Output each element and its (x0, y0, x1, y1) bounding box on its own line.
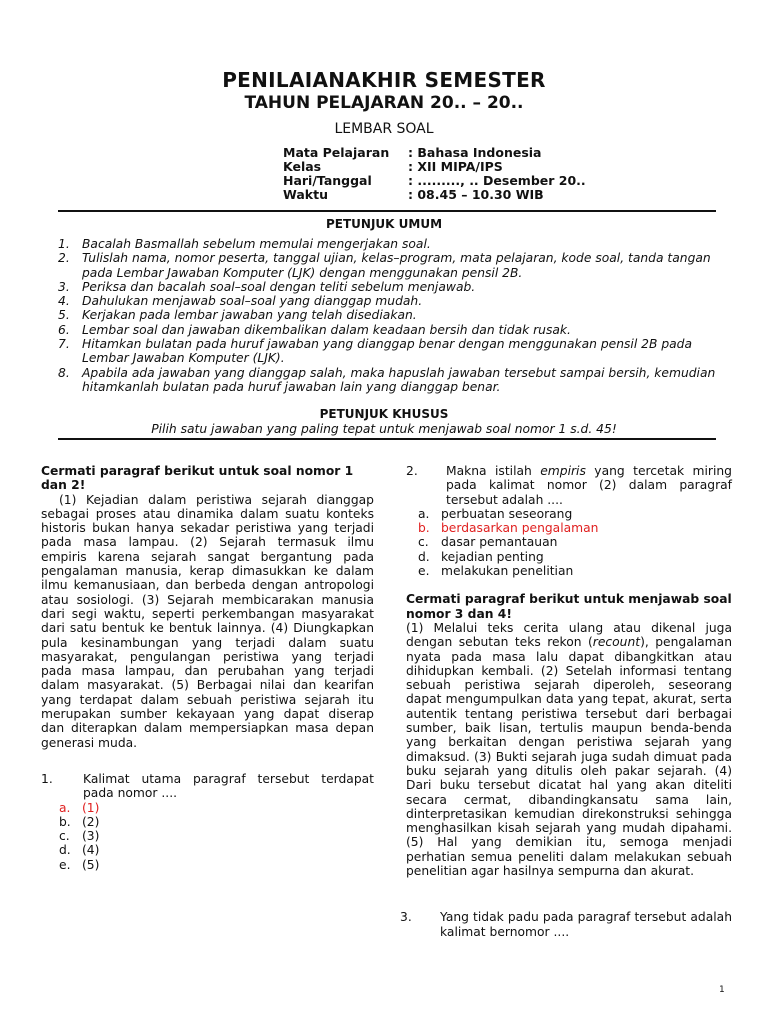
question-text: Yang tidak padu pada paragraf tersebut adalah kalimat bernomor .... (440, 910, 732, 939)
meta-row-subject (283, 146, 586, 160)
option-e: e. melakukan penelitian (418, 564, 574, 579)
question-text: Makna istilah empiris yang tercetak miring pada kalimat nomor (2) dalam paragraf tersebut adalah .... (446, 464, 732, 507)
option-a: a. perbuatan seseorang (418, 506, 573, 521)
meta-value: : Bahasa Indonesia (408, 145, 542, 160)
option-c: c. (3) (59, 829, 100, 844)
passage-intro: Cermati paragraf berikut untuk menjawab soal nomor 3 dan 4! (406, 592, 732, 621)
list-item: 3. Periksa dan bacalah soal–soal dengan teliti sebelum menjawab. (58, 279, 476, 294)
list-item: 2. Tulislah nama, nomor peserta, tanggal ujian, kelas–program, mata pelajaran, kode soal, tanda tangan pada Lembar Jawaban Komputer (LJK) dengan menggunakan pensil 2B. (58, 251, 711, 280)
question-number: 3. (400, 910, 412, 925)
meta-row-time (283, 188, 586, 202)
meta-value: : ........., .. Desember 20.. (408, 173, 586, 188)
academic-year: TAHUN PELAJARAN 20.. – 20.. (244, 93, 524, 113)
option-d: d. kejadian penting (418, 549, 544, 564)
list-item: 5. Kerjakan pada lembar jawaban yang telah disediakan. (58, 308, 417, 323)
general-instructions-heading: PETUNJUK UMUM (325, 217, 443, 231)
sheet-title: LEMBAR SOAL (334, 121, 434, 137)
question-2 (406, 464, 732, 507)
page-number: 1 (719, 985, 725, 995)
passage-text: (1) Melalui teks cerita ulang atau dikenal juga dengan sebutan teks rekon (recount), pengalaman nyata pada masa lalu dapat dibangkitkan atau dihidupkan kembali. (2) Setelah informasi tentang sebuah peristiwa sejarah diperoleh, seseorang dapat mengumpulkan data yang tepat, akurat, serta autentik tentang peristiwa tersebut dari berbagai sumber, baik lisan, tertulis maupun benda-benda yang berkaitan dengan peristiwa sejarah yang dimaksud. (3) Bukti sejarah juga sudah dimuat pada buku sejarah yang ditulis oleh pakar sejarah. (4) Dari buku tersebut dicatat hal yang akan diteliti secara cermat, dibandingkansatu sama lain, dinterpretasikan kemudian direkonstruksi sehingga menghasilkan kisah sejarah yang mudah dipahami. (5) Hal yang demikian itu, semoga menjadi perhatian semua peneliti dalam melakukan sebuah penelitian agar hasilnya sempurna dan akurat. (406, 620, 732, 879)
general-instructions-list (58, 237, 718, 394)
list-item: 6. Lembar soal dan jawaban dikembalikan dalam keadaan bersih dan tidak rusak. (58, 322, 571, 337)
meta-value: : XII MIPA/IPS (408, 159, 503, 174)
passage-text: (1) Kejadian dalam peristiwa sejarah dianggap sebagai proses atau dinamika dalam suatu konteks historis bukan hanya sekadar peristiwa yang terjadi pada masa lampau. (2) Sejarah termasuk ilmu empiris karena sejarah sangat bergantung pada pengalaman manusia, kerap dimasukkan ke dalam ilmu kemanusiaan, dan berbeda dengan antropologi atau sosiologi. (3) Sejarah membicarakan manusia dari segi waktu, seperti perkembangan masyarakat dari satu bentuk ke bentuk lainnya. (4) Diungkapkan pula kesinambungan yang terjadi dalam suatu masyarakat, pengulangan peristiwa yang terjadi pada masa lampau, dan perubahan yang terjadi dalam masyarakat. (5) Berbagai nilai dan kearifan yang terdapat dalam sebuah peristiwa sejarah itu merupakan sumber kekayaan yang dapat diserap dan diterapkan dalam mempersiapkan masa depan generasi muda. (41, 492, 374, 750)
meta-label: Hari/Tanggal (283, 173, 372, 188)
exam-title: PENILAIANAKHIR SEMESTER (222, 68, 546, 92)
list-item: 8. Apabila ada jawaban yang dianggap salah, maka hapuslah jawaban tersebut sampai bersih, kemudian hitamkanlah bulatan pada huruf jawaban lain yang dianggap benar. (58, 365, 716, 394)
list-item: 4. Dahulukan menjawab soal–soal yang dianggap mudah. (58, 294, 423, 309)
option-d: d. (4) (59, 843, 100, 858)
meta-value: : 08.45 – 10.30 WIB (408, 187, 544, 202)
option-b: b. berdasarkan pengalaman (418, 521, 599, 536)
right-column (400, 464, 732, 939)
question-1 (41, 772, 374, 801)
divider (58, 438, 716, 440)
special-instruction-text: Pilih satu jawaban yang paling tepat untuk menjawab soal nomor 1 s.d. 45! (151, 422, 617, 436)
meta-label: Kelas (283, 159, 322, 174)
question-3 (400, 910, 732, 939)
list-item: 7. Hitamkan bulatan pada huruf jawaban yang dianggap benar dengan menggunakan pensil 2B pada Lembar Jawaban Komputer (LJK). (58, 337, 693, 366)
list-item: 1. Bacalah Basmallah sebelum memulai mengerjakan soal. (58, 237, 431, 251)
meta-row-class (283, 160, 586, 174)
option-e: e. (5) (59, 857, 100, 872)
option-c: c. dasar pemantauan (418, 535, 558, 550)
options-list (406, 507, 732, 578)
passage-intro: Cermati paragraf berikut untuk soal nomor 1 dan 2! (41, 464, 354, 493)
question-text: Kalimat utama paragraf tersebut terdapat pada nomor .... (83, 771, 374, 801)
special-instructions-heading: PETUNJUK KHUSUS (319, 407, 449, 421)
left-column (41, 464, 374, 872)
meta-label: Mata Pelajaran (283, 145, 390, 160)
meta-label: Waktu (283, 187, 328, 202)
question-number: 1. (41, 771, 53, 786)
option-b: b. (2) (59, 814, 100, 829)
question-number: 2. (406, 464, 418, 478)
option-a: a. (1) (59, 800, 100, 815)
divider (58, 210, 716, 212)
meta-row-date (283, 174, 586, 188)
options-list (41, 801, 374, 872)
exam-meta (283, 146, 586, 202)
